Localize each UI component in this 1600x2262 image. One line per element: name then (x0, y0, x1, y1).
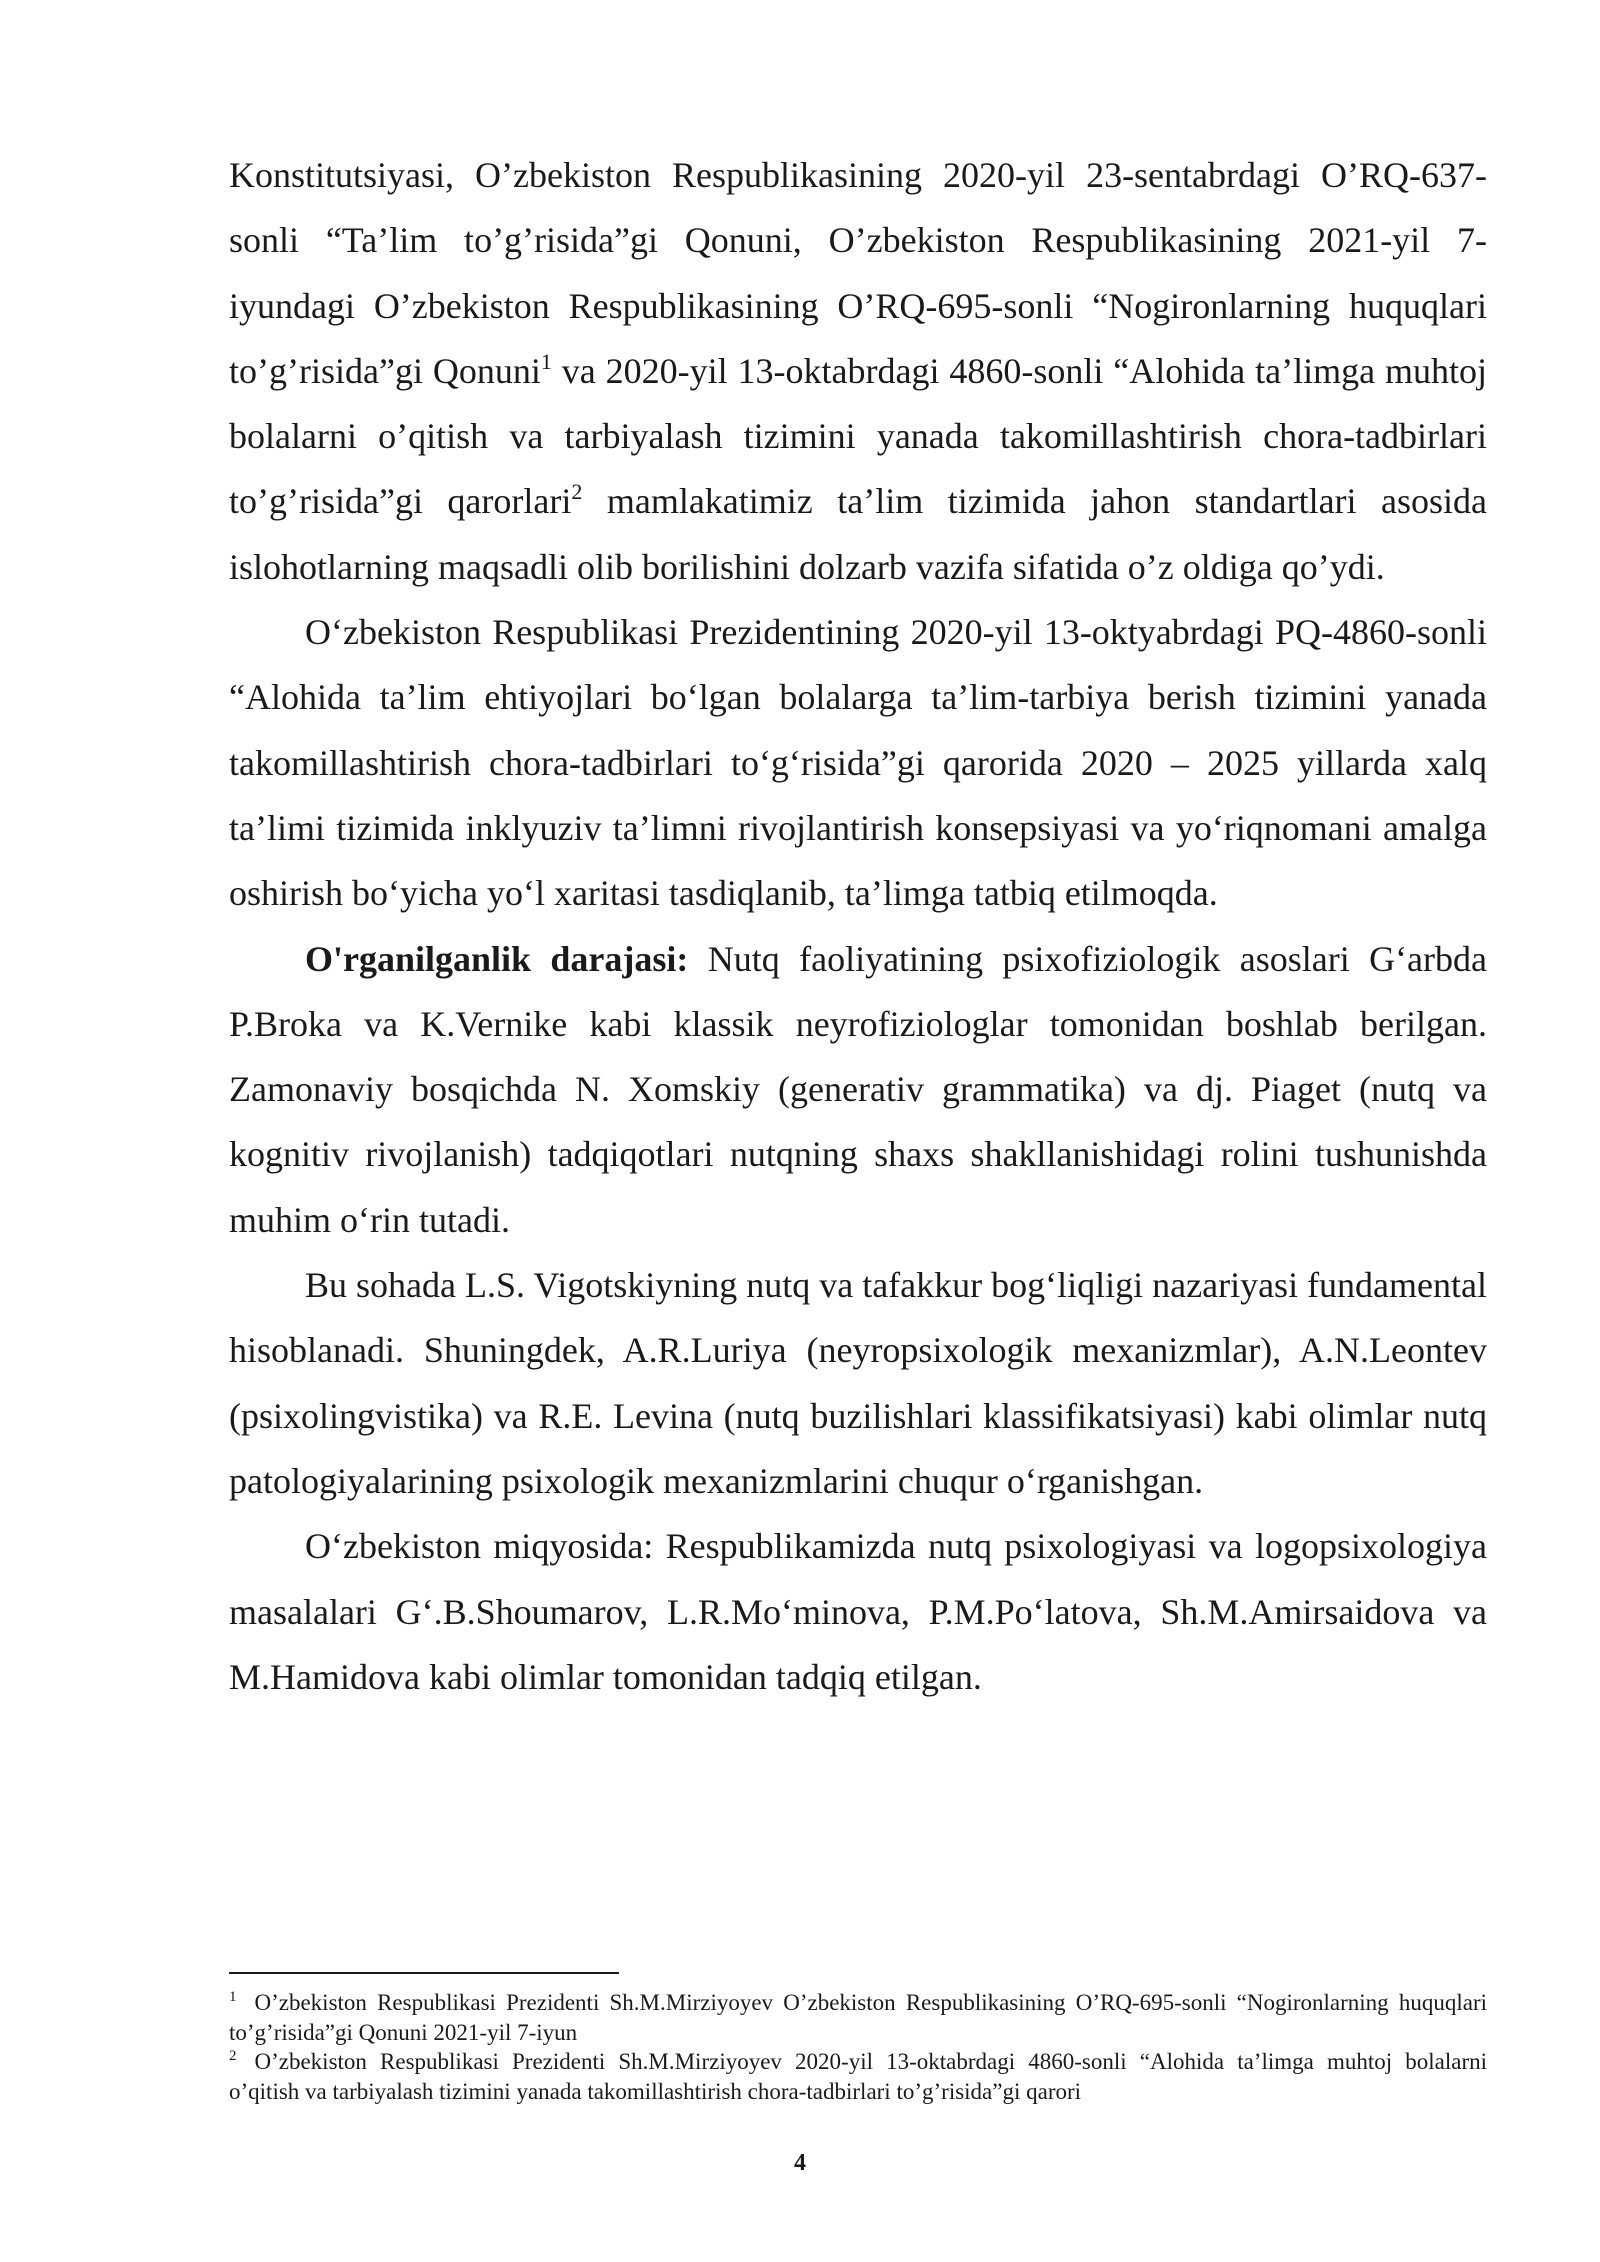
footnote-text: O’zbekiston Respublikasi Prezidenti Sh.M.Mirziyoyev 2020-yil 13-oktabrdagi 4860-sonli “Alohida ta’limga muhtoj bolalarni o’qitish va tarbiyalash tizimini yanada takomillashtirish chora-tadbirlari to’g’risida”gi qarori (229, 2049, 1487, 2104)
footnote-number: 1 (229, 1989, 237, 2005)
footnote-text: O’zbekiston Respublikasi Prezidenti Sh.M.Mirziyoyev O’zbekiston Respublikasining O’RQ-695-sonli “Nogironlarning huquqlari to’g’risida”gi Qonuni 2021-yil 7-iyun (229, 1990, 1487, 2045)
paragraph-text: O‘zbekiston Respublikasi Prezidentining 2020-yil 13-oktyabrdagi PQ-4860-sonli “Alohida ta’lim ehtiyojlari bo‘lgan bolalarga ta’lim-tarbiya berish tizimini yanada takomillashtirish chora-tadbirlari to‘g‘risida”gi qarorida 2020 – 2025 yillarda xalq ta’limi tizimida inklyuziv ta’limni rivojlantirish konsepsiyasi va yo‘riqnomani amalga oshirish bo‘yicha yo‘l xaritasi tasdiqlanib, ta’limga tatbiq etilmoqda. (229, 612, 1487, 914)
footnote-separator (229, 1972, 619, 1974)
footnote (229, 2047, 1487, 2106)
paragraph-text: Nutq faoliyatining psixofiziologik asoslari G‘arbda P.Broka va K.Vernike kabi klassik neyrofiziologlar tomonidan boshlab berilgan. Zamonaviy bosqichda N. Xomskiy (generativ grammatika) va dj. Piaget (nutq va kognitiv rivojlanish) tadqiqotlari nutqning shaxs shakllanishidagi rolini tushunishda muhim o‘rin tutadi. (229, 938, 1488, 1240)
footnote (229, 1988, 1487, 2047)
page-number: 4 (794, 2150, 806, 2176)
paragraph-text: va 2020-yil 13-oktabrdagi 4860-sonli “Alohida ta’limga muhtoj bolalarni o’qitish va tarbiyalash tizimini yanada takomillashtirish chora-tadbirlari to’g’risida”gi qarorlari (229, 350, 1487, 522)
footnotes (229, 1988, 1487, 2106)
footnote-number: 2 (229, 2048, 237, 2064)
footnote-reference: 2 (571, 479, 583, 505)
paragraph-text: Konstitutsiyasi, O’zbekiston Respublikasining 2020-yil 23-sentabrdagi O’RQ-637-sonli “Ta’lim to’g’risida”gi Qonuni, O’zbekiston Respublikasining 2021-yil 7-iyundagi O’zbekiston Respublikasining O’RQ-695-sonli “Nogironlarning huquqlari to’g’risida”gi Qonuni (229, 155, 1487, 391)
paragraph (229, 600, 1487, 926)
paragraph-text: mamlakatimiz ta’lim tizimida jahon standartlari asosida islohotlarning maqsadli olib borilishini dolzarb vazifa sifatida o’z oldiga qo’ydi. (229, 481, 1487, 587)
paragraph (229, 927, 1487, 1253)
paragraph-text: Bu sohada L.S. Vigotskiyning nutq va tafakkur bog‘liqligi nazariyasi fundamental hisoblanadi. Shuningdek, A.R.Luriya (neyropsixologik mexanizmlar), A.N.Leontev (psixolingvistika) va R.E. Levina (nutq buzilishlari klassifikatsiyasi) kabi olimlar nutq patologiyalarining psixologik mexanizmlarini chuqur o‘rganishgan. (229, 1265, 1487, 1501)
bold-heading: O'rganilganlik darajasi: (305, 938, 689, 979)
paragraph (229, 1514, 1487, 1710)
paragraph (229, 143, 1487, 600)
footnote-reference: 1 (540, 348, 552, 374)
body-text (229, 143, 1487, 1710)
paragraph-text: O‘zbekiston miqyosida: Respublikamizda nutq psixologiyasi va logopsixologiya masalalari G‘.B.Shoumarov, L.R.Mo‘minova, P.M.Po‘latova, Sh.M.Amirsaidova va M.Hamidova kabi olimlar tomonidan tadqiq etilgan. (229, 1526, 1487, 1697)
paragraph (229, 1253, 1487, 1514)
